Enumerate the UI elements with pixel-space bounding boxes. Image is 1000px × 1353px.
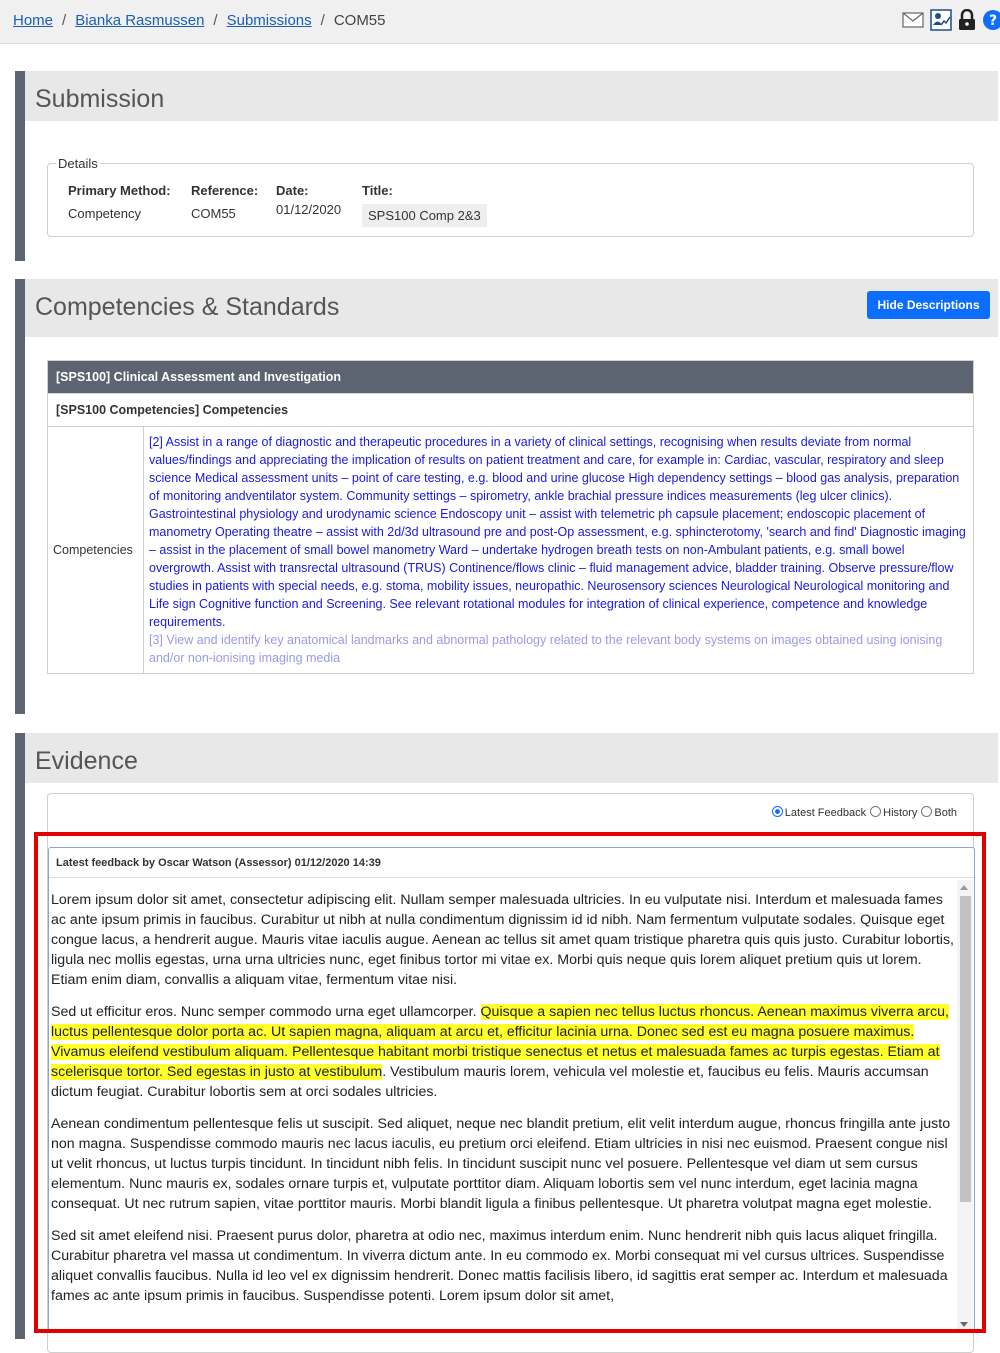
details-fieldset [47, 156, 974, 237]
feedback-paragraph-3: Aenean condimentum pellentesque felis ut suscipit. Sed aliquet, neque nec blandit pretium, elit velit interdum augue, rhoncus fringilla ante justo non magna. Suspendisse commodo mauris nec lacus iaculis, eu pretium orci eleifend. Etiam ultricies in nisi nec euismod. Praesent congue nisl ut velit rhoncus, ut luctus turpis tincidunt. In tincidunt nibh felis. In tincidunt suscipit nunc vel posuere. Pellentesque vel diam ut sem cursus elementum. Nunc mauris ex, sodales ornare turpis et, vulputate porttitor diam. Aliquam lobortis sem vel nunc interdum, eget lacinia magna consequat. Ut nec rutrum sapien, vitae porttitor mauris. Morbi blandit ligula a finibus pellentesque. Ut pharetra volutpat magna eget molestie. [51, 1116, 951, 1212]
date-label: Date: [276, 183, 309, 198]
competencies-row-label: Competencies [48, 427, 144, 674]
table-header: [SPS100] Clinical Assessment and Investigation [48, 361, 974, 394]
details-legend: Details [58, 156, 98, 171]
breadcrumb-home-link[interactable]: Home [13, 12, 54, 29]
radio-latest-feedback[interactable]: Latest Feedback [772, 806, 866, 819]
feedback-paragraph-4: Sed sit amet eleifend nisi. Praesent purus dolor, pharetra at odio nec, maximus interdum enim. Nunc hendrerit nibh quis lacus aliquet fringilla. Curabitur pharetra vel massa ut condimentum. In viverra dictum ante. In eu commodo ex. Morbi consequat mi vel cursus ultrices. Suspendisse aliquet convallis faucibus. Nulla id leo vel ex dignissim hendrerit. Donec mattis facilisis libero, id sagittis erat semper ac. Interdum et malesuada fames ac ante ipsum primis in faucibus. Suspendisse potenti. Lorem ipsum dolor sit amet, [51, 1228, 948, 1304]
help-icon[interactable] [982, 9, 1000, 36]
radio-both[interactable]: Both [921, 806, 957, 819]
breadcrumb-submissions-link[interactable]: Submissions [226, 12, 312, 29]
lock-icon[interactable] [958, 9, 976, 36]
primary-method-value: Competency [68, 206, 141, 221]
breadcrumb-person-link[interactable]: Bianka Rasmussen [75, 12, 205, 29]
competencies-title: Competencies & Standards [35, 293, 340, 321]
svg-text:?: ? [988, 13, 998, 29]
breadcrumb-current: COM55 [333, 12, 386, 29]
feedback-header: Latest feedback by Oscar Watson (Assessor) 01/12/2020 14:39 [49, 848, 974, 878]
hide-descriptions-button[interactable]: Hide Descriptions [867, 291, 990, 319]
reference-value: COM55 [191, 206, 236, 221]
chart-user-icon[interactable] [930, 9, 952, 36]
feedback-paragraph-1: Lorem ipsum dolor sit amet, consectetur adipiscing elit. Nullam semper malesuada ultricies. In eu vulputate nisi. Interdum et malesuada fames ac ante ipsum primis in faucibus. Curabitur ut nibh at nulla condimentum dignissim id id nibh. Nam fermentum vulputate sodales. Quisque eget congue lacus, a hendrerit augue. Mauris vitae iaculis augue. Aenean ac tellus sit amet quam tristique pharetra quis quis justo. Curabitur lobortis, ligula nec mollis egestas, urna urna ultricies nunc, eget finibus tortor mi vitae ex. Morbi quis neque quis lorem aliquet pretium quis ut lorem. Etiam enim diam, convallis a aliquam vitae, fermentum vitae nisi. [51, 892, 954, 988]
mail-icon[interactable] [902, 11, 924, 34]
submission-title: Submission [35, 85, 165, 113]
radio-history[interactable]: History [870, 806, 917, 819]
competencies-table [47, 360, 974, 674]
date-value: 01/12/2020 [276, 202, 342, 217]
feedback-paragraph-2: Sed ut efficitur eros. Nunc semper commodo urna eget ullamcorper. Quisque a sapien nec tellus luctus rhoncus. Aenean maximus viverra arcu, luctus pellentesque dolor porta ac. Ut sapien magna, aliquam at arcu et, efficitur lacinia urna. Donec sed est eu magna posuere maximus. Vivamus eleifend vestibulum aliquam. Pellentesque habitant morbi tristique senectus et netus et malesuada fames ac turpis egestas. Etiam at scelerisque tortor. Sed egestas in justo at vestibulum. Vestibulum mauris lorem, vehicula vel molestie et, faucibus eu felis. Mauris accumsan dictum feugiat. Curabitur lobortis sem at orci sodales ultricies. [51, 1004, 949, 1100]
competency-item-2[interactable]: [2] Assist in a range of diagnostic and therapeutic procedures in a variety of clinical settings, recognising when results deviate from normal values/findings and appreciating the implication of results on patient treatment and care, for example in: Cardiac, vascular, respiratory and sleep science Medical assessment units – point of care testing, e.g. blood and urine glucose High dependency settings – blood gas analysis, preparation of monitoring andventilator system. Community settings – spirometry, ankle brachial pressure indices measurements (leg ulcer clinics). Gastrointestinal physiology and urodynamic science Endoscopy unit – assist with telemetric ph capsule placement; endoscopic placement of manometry Operating theatre – assist with 2d/3d ultrasound pre and post-Op assessment, e.g. sphincterotomy, 'search and find' Diagnostic imaging – assist in the placement of small bowel manometry Ward – undertake hydrogen breath tests on non-Ambulant patients, e.g. small bowel overgrowth. Assist with transrectal ultrasound (TRUS) Continence/flows clinic – fluid management advice, bladder training. Observe pressure/flow studies in patients with special needs, e.g. stoma, mobility issues, neuropathic. Neurosensory sciences Neurological Neurological monitoring and Life sign Cognitive function and Screening. See relevant rotational modules for integration of clinical experience, competence and knowledge requirements. [149, 435, 966, 629]
table-subheader: [SPS100 Competencies] Competencies [48, 394, 974, 427]
feedback-view-options [772, 806, 957, 819]
competencies-panel [15, 279, 998, 714]
highlighted-text: Quisque a sapien nec tellus luctus rhoncus. Aenean maximus viverra arcu, luctus pellentesque dolor porta ac. Ut sapien magna, aliquam at arcu et, efficitur lacinia urna. Donec sed est eu magna posuere maximus. Vivamus eleifend vestibulum aliquam. Pellentesque habitant morbi tristique senectus et netus et malesuada fames ac turpis egestas. Etiam at scelerisque tortor. Sed egestas in justo at vestibulum [51, 1004, 949, 1080]
top-bar [0, 0, 1000, 44]
breadcrumb: Home / Bianka Rasmussen / Submissions / COM55 [13, 12, 386, 29]
evidence-title: Evidence [35, 747, 138, 775]
reference-label: Reference: [191, 183, 259, 198]
submission-panel [15, 71, 998, 261]
annotation-highlight-box [34, 832, 986, 1333]
title-value: SPS100 Comp 2&3 [362, 204, 487, 227]
competency-item-3[interactable]: [3] View and identify key anatomical landmarks and abnormal pathology related to the relevant body systems on images obtained using ionising and/or non-ionising imaging media [149, 633, 943, 665]
title-label: Title: [362, 183, 393, 198]
primary-method-label: Primary Method: [68, 183, 171, 198]
